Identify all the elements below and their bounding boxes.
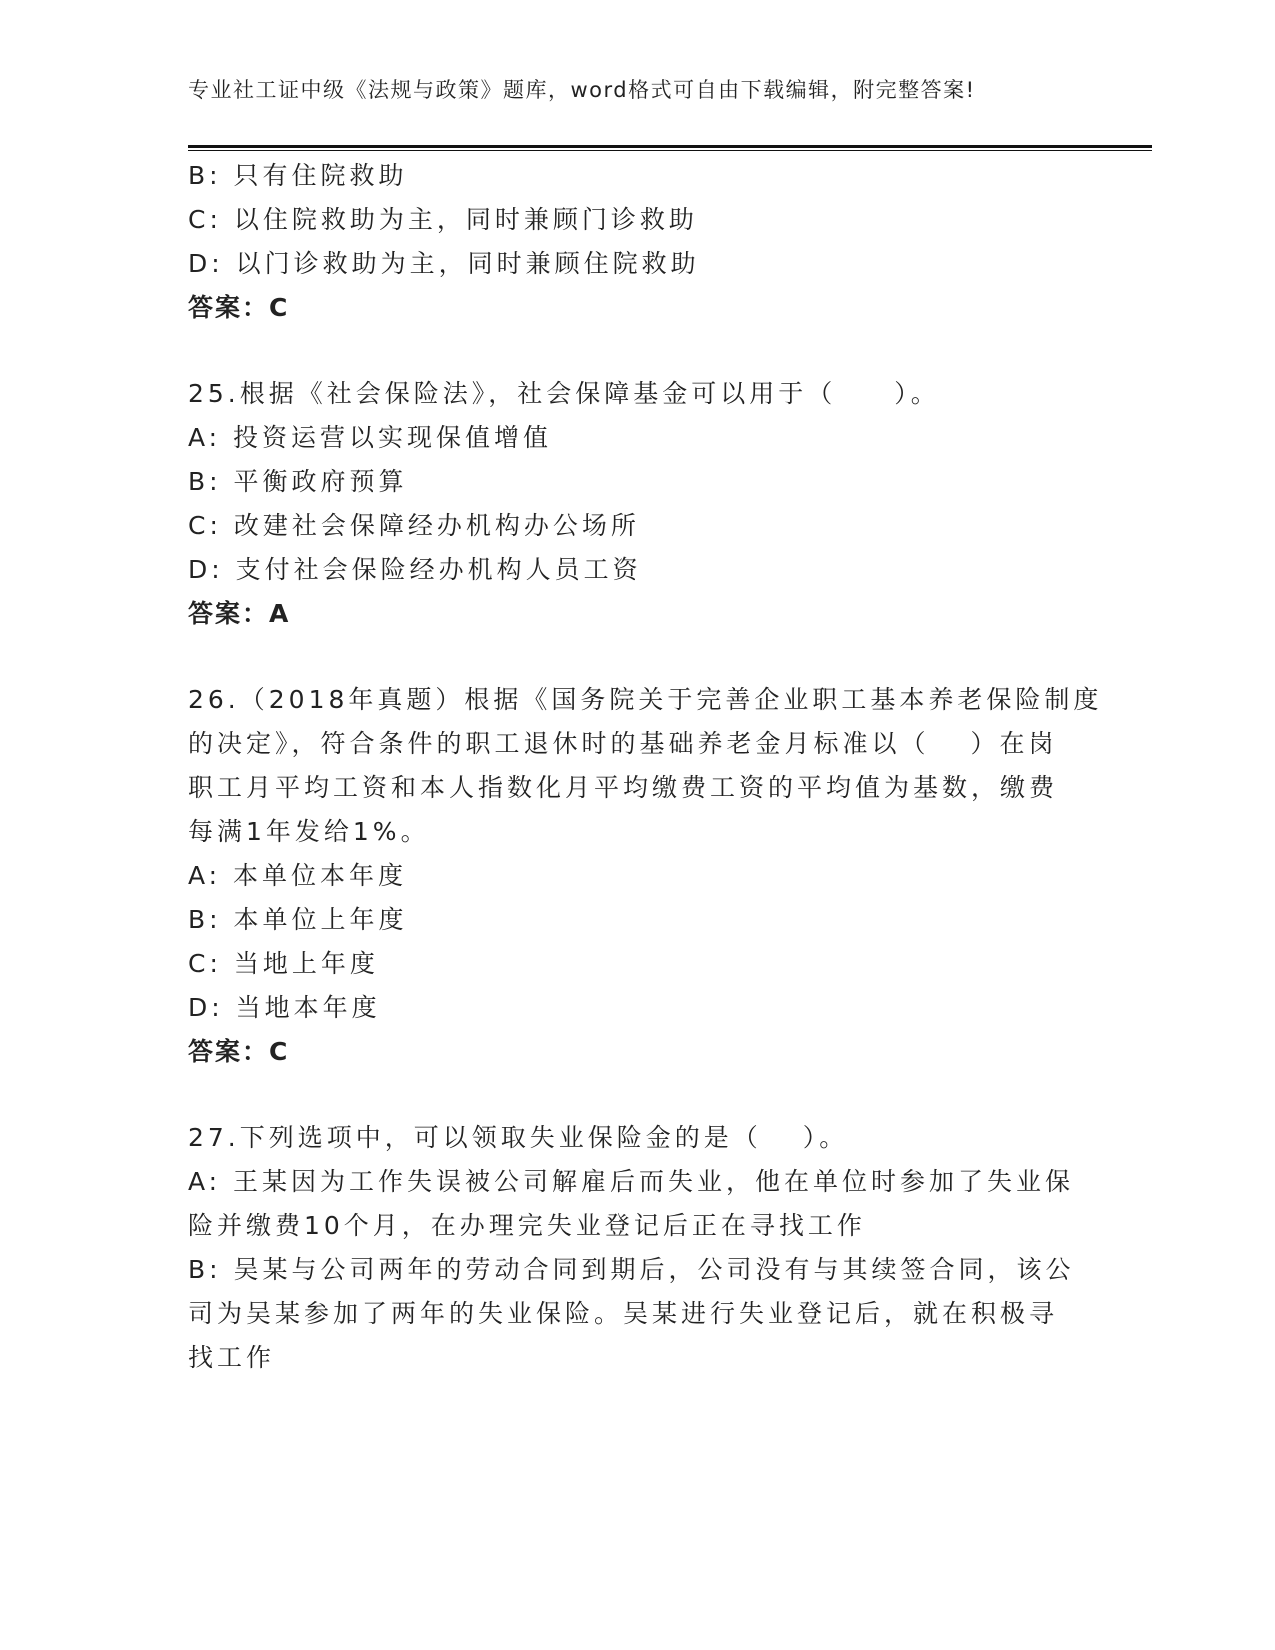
q25-stem: 25.根据《社会保险法》，社会保障基金可以用于（ ）。 [188, 379, 940, 408]
q26-option-d: D: 当地本年度 [188, 993, 381, 1022]
q25-option-a: A: 投资运营以实现保值增值 [188, 423, 553, 452]
q24-answer: 答案：C [188, 293, 290, 322]
q26-stem-line4: 每满1年发给1%。 [188, 817, 430, 846]
q24-option-c: C: 以住院救助为主，同时兼顾门诊救助 [188, 205, 698, 234]
q26-option-a: A: 本单位本年度 [188, 861, 408, 890]
header-rule-thin [188, 150, 1152, 151]
q27-option-a-line1: A: 王某因为工作失误被公司解雇后而失业，他在单位时参加了失业保 [188, 1167, 1075, 1196]
q26-answer: 答案：C [188, 1037, 290, 1066]
q27-option-b-line2: 司为吴某参加了两年的失业保险。吴某进行失业登记后，就在积极寻 [188, 1299, 1059, 1328]
q26-stem-line1: 26.（2018年真题）根据《国务院关于完善企业职工基本养老保险制度 [188, 685, 1103, 714]
q24-option-b: B: 只有住院救助 [188, 161, 408, 190]
q26-option-c: C: 当地上年度 [188, 949, 379, 978]
q25-option-b: B: 平衡政府预算 [188, 467, 408, 496]
q27-option-b-line3: 找工作 [188, 1343, 276, 1372]
q27-option-a-line2: 险并缴费10个月，在办理完失业登记后正在寻找工作 [188, 1211, 866, 1240]
q25-option-d: D: 支付社会保险经办机构人员工资 [188, 555, 642, 584]
q27-option-b-line1: B: 吴某与公司两年的劳动合同到期后，公司没有与其续签合同，该公 [188, 1255, 1075, 1284]
page-header: 专业社工证中级《法规与政策》题库，word格式可自由下载编辑，附完整答案! [188, 78, 976, 102]
q26-stem-line3: 职工月平均工资和本人指数化月平均缴费工资的平均值为基数，缴费 [188, 773, 1059, 802]
q26-option-b: B: 本单位上年度 [188, 905, 408, 934]
header-rule-thick [188, 145, 1152, 148]
q27-stem: 27.下列选项中，可以领取失业保险金的是（ ）。 [188, 1123, 849, 1152]
q24-option-d: D: 以门诊救助为主，同时兼顾住院救助 [188, 249, 700, 278]
q26-stem-line2: 的决定》，符合条件的职工退休时的基础养老金月标准以（ ）在岗 [188, 729, 1058, 758]
q25-answer: 答案：A [188, 599, 291, 628]
q25-option-c: C: 改建社会保障经办机构办公场所 [188, 511, 640, 540]
